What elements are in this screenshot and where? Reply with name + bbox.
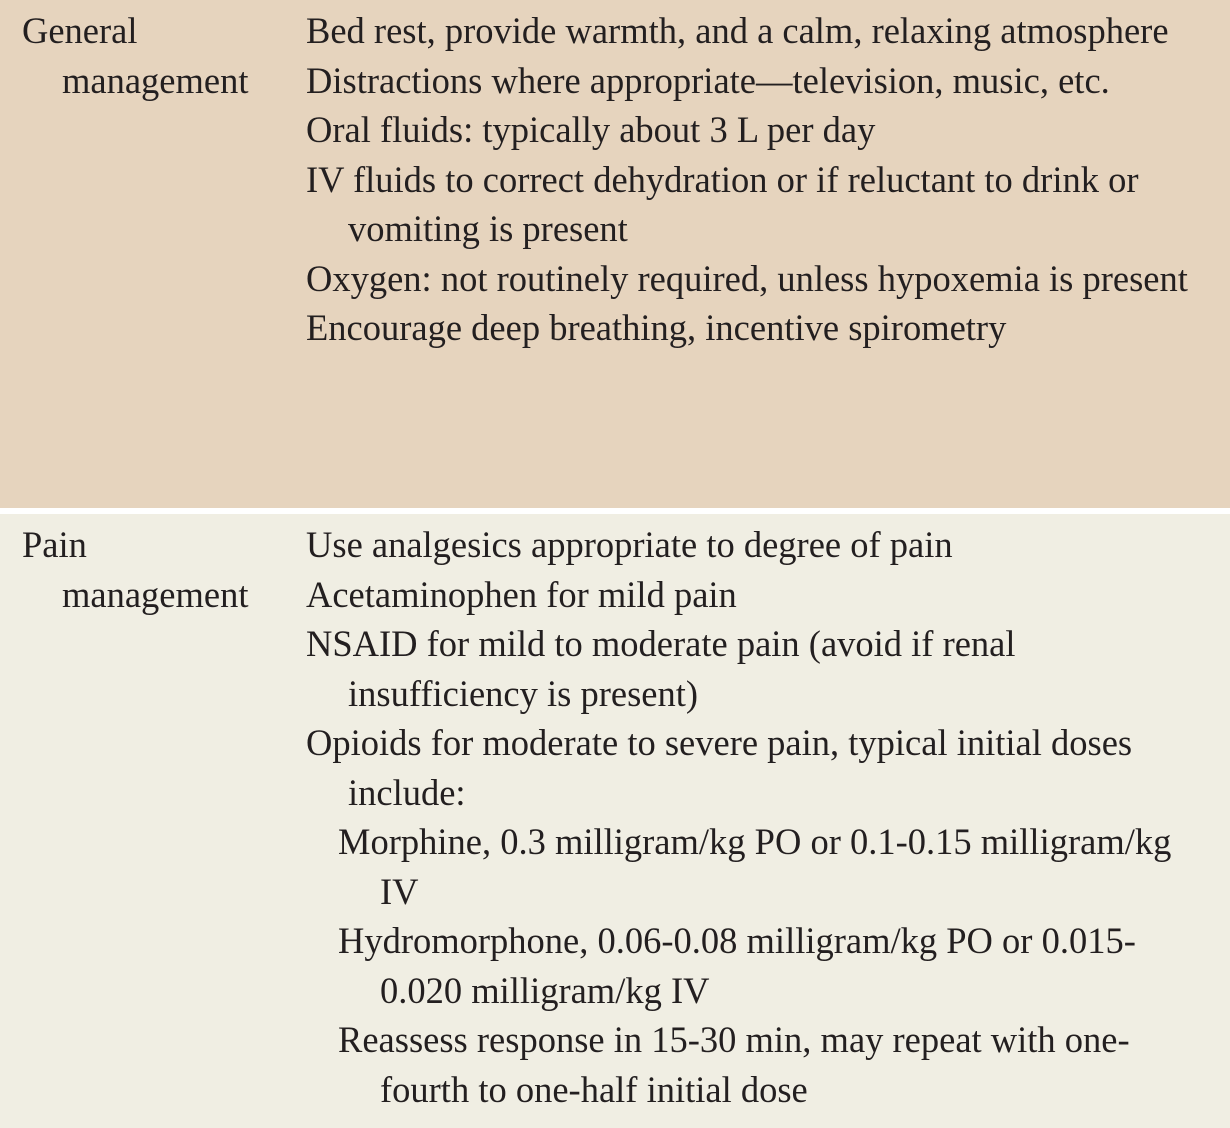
list-item-sub: Reassess response in 15-30 min, may repeat with one-fourth to one-half initial dose — [338, 1019, 1130, 1110]
category-label-line: management — [62, 59, 249, 101]
list-item: IV fluids to correct dehydration or if reluctant to drink or vomiting is present — [306, 158, 1139, 249]
item-list — [306, 6, 1206, 353]
list-item: Acetaminophen for mild pain — [306, 573, 737, 615]
list-item: Oral fluids: typically about 3 L per day — [306, 109, 876, 150]
item-list — [306, 520, 1206, 1114]
list-item-sub: Morphine, 0.3 milligram/kg PO or 0.1-0.15 milligram/kg IV — [338, 821, 1172, 912]
list-item: Use analgesics appropriate to degree of pain — [306, 524, 953, 565]
category-label-line: management — [62, 573, 249, 615]
list-item: Opioids for moderate to severe pain, typical initial doses include: — [306, 722, 1133, 813]
list-item: Bed rest, provide warmth, and a calm, relaxing atmosphere — [306, 10, 1169, 51]
category-label-line: General — [22, 10, 138, 51]
section-pain-management — [0, 514, 1230, 1128]
list-item: Distractions where appropriate—television, music, etc. — [306, 59, 1110, 101]
category-label — [22, 520, 292, 619]
list-item-sub: Hydromorphone, 0.06-0.08 milligram/kg PO or 0.015-0.020 milligram/kg IV — [338, 920, 1136, 1011]
section-general-management — [0, 0, 1230, 508]
category-label — [22, 6, 292, 105]
list-item: Encourage deep breathing, incentive spirometry — [306, 307, 1007, 348]
list-item: NSAID for mild to moderate pain (avoid if renal insufficiency is present) — [306, 623, 1016, 714]
list-item: Oxygen: not routinely required, unless hypoxemia is present — [306, 257, 1188, 299]
category-label-line: Pain — [22, 524, 87, 565]
